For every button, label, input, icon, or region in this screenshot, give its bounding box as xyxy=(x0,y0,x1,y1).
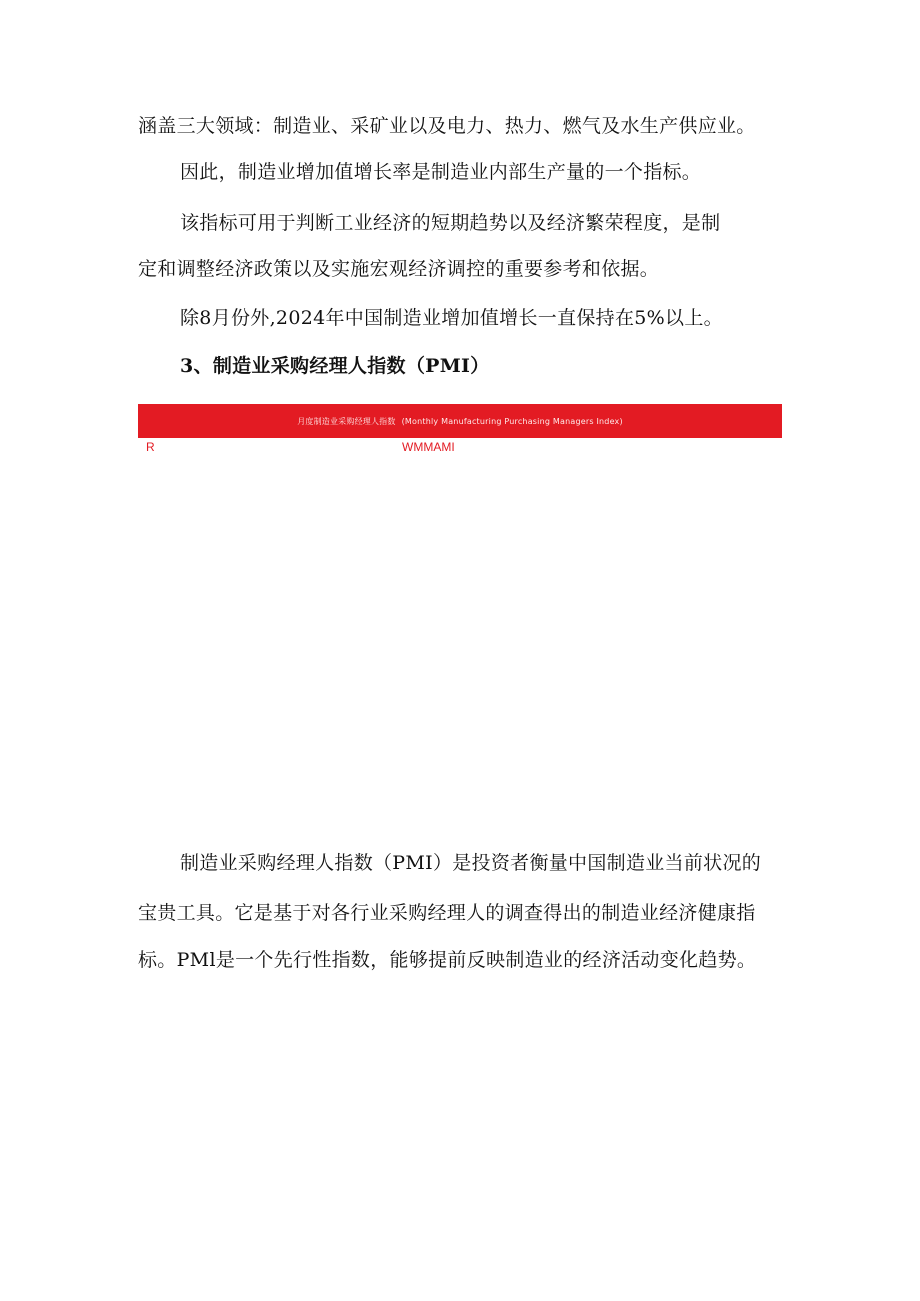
paragraph-line: 制造业采购经理人指数（PMI）是投资者衡量中国制造业当前状况的 xyxy=(180,852,762,874)
figure-label-center: WMMAMI xyxy=(402,440,455,454)
paragraph-line: 宝贵工具。它是基于对各行业采购经理人的调查得出的制造业经济健康指 xyxy=(138,902,756,924)
figure-label-left: R xyxy=(146,440,155,454)
paragraph-line: 因此，制造业增加值增长率是制造业内部生产量的一个指标。 xyxy=(180,161,702,183)
section-heading: 3、制造业采购经理人指数（PMI） xyxy=(180,355,490,377)
paragraph-line: 该指标可用于判断工业经济的短期趋势以及经济繁荣程度，是制 xyxy=(180,212,721,234)
paragraph-line: 涵盖三大领域：制造业、采矿业以及电力、热力、燃气及水生产供应业。 xyxy=(138,115,756,137)
banner-title-en: (Monthly Manufacturing Purchasing Managers Index) xyxy=(401,416,623,426)
banner-title-cn: 月度制造业采购经理人指数 xyxy=(297,416,396,426)
paragraph-line: 定和调整经济政策以及实施宏观经济调控的重要参考和依据。 xyxy=(138,258,660,280)
paragraph-line: 除8月份外,2024年中国制造业增加值增长一直保持在5%以上。 xyxy=(180,307,723,329)
paragraph-line: 标。PMl是一个先行性指数，能够提前反映制造业的经济活动变化趋势。 xyxy=(138,949,757,971)
figure-banner xyxy=(138,404,782,438)
